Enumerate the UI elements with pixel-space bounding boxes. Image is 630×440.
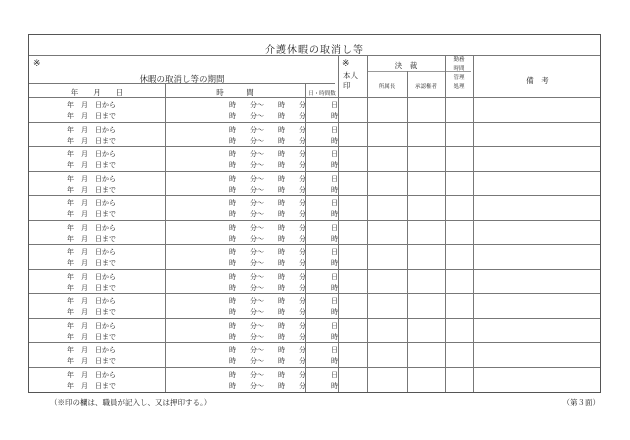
time-to-text: 時 分～ 時 分 xyxy=(229,185,306,194)
time-from-text: 時 分～ 時 分 xyxy=(229,248,306,256)
row-divider xyxy=(29,269,600,270)
row-divider xyxy=(29,367,600,368)
time-from-text: 時 分～ 時 分 xyxy=(229,297,306,305)
time-to-text: 時 分～ 時 分 xyxy=(229,357,306,365)
unit-day-text: 日 xyxy=(331,297,338,305)
seal-label: 本人 印 xyxy=(343,71,358,90)
approval-authorizer: 承認権者 xyxy=(414,84,437,90)
unit-day-text: 日 xyxy=(331,370,338,379)
time-to-text: 時 分～ 時 分 xyxy=(229,234,306,243)
seal-entry-mark: ※ xyxy=(342,59,350,69)
date-to-text: 年 月 日まで xyxy=(67,185,116,194)
unit-day-text: 日 xyxy=(331,101,338,109)
date-from-text: 年 月 日から xyxy=(67,346,116,354)
time-from-text: 時 分～ 時 分 xyxy=(229,370,306,379)
date-to-text: 年 月 日まで xyxy=(67,136,116,145)
period-header: 休暇の取消し等の期間 xyxy=(139,75,225,85)
time-from-text: 時 分～ 時 分 xyxy=(229,174,306,183)
date-from-text: 年 月 日から xyxy=(67,101,116,109)
unit-day-text: 日 xyxy=(331,248,338,256)
time-to-text: 時 分～ 時 分 xyxy=(229,283,306,292)
date-to-text: 年 月 日まで xyxy=(67,283,116,292)
unit-hour-text: 時 xyxy=(331,381,338,390)
period-seal-separator xyxy=(338,55,339,392)
unit-day-text: 日 xyxy=(331,174,338,183)
time-from-text: 時 分～ 時 分 xyxy=(229,125,306,134)
time-to-text: 時 分～ 時 分 xyxy=(229,136,306,145)
date-from-text: 年 月 日から xyxy=(67,370,116,379)
leave-cancellation-form xyxy=(28,34,601,393)
remarks-header: 備 考 xyxy=(526,76,549,85)
row-divider xyxy=(29,146,600,147)
unit-hour-text: 時 xyxy=(331,283,338,292)
date-from-text: 年 月 日から xyxy=(67,297,116,305)
time-to-text: 時 分～ 時 分 xyxy=(229,161,306,169)
header-bottom-divider xyxy=(29,97,600,98)
duty-remarks-separator xyxy=(473,55,474,392)
unit-hour-text: 時 xyxy=(331,357,338,365)
unit-hour-text: 時 xyxy=(331,136,338,145)
time-to-text: 時 分～ 時 分 xyxy=(229,259,306,267)
date-from-text: 年 月 日から xyxy=(67,125,116,134)
time-from-text: 時 分～ 時 分 xyxy=(229,150,306,158)
date-time-separator xyxy=(165,83,166,392)
time-column-header: 時 間 xyxy=(216,88,254,97)
date-from-text: 年 月 日から xyxy=(67,199,116,207)
unit-day-text: 日 xyxy=(331,125,338,134)
date-to-text: 年 月 日まで xyxy=(67,234,116,243)
time-to-text: 時 分～ 時 分 xyxy=(229,210,306,218)
row-divider xyxy=(29,318,600,319)
date-from-text: 年 月 日から xyxy=(67,321,116,330)
unit-column-header: 日・時間数 xyxy=(308,91,336,97)
duty-time-management-label: 勤務 時間 管理 処理 xyxy=(453,57,465,90)
time-from-text: 時 分～ 時 分 xyxy=(229,321,306,330)
unit-day-text: 日 xyxy=(331,272,338,281)
time-from-text: 時 分～ 時 分 xyxy=(229,223,306,232)
title-divider xyxy=(29,55,600,56)
unit-day-text: 日 xyxy=(331,150,338,158)
row-divider xyxy=(29,293,600,294)
date-to-text: 年 月 日まで xyxy=(67,357,116,365)
time-from-text: 時 分～ 時 分 xyxy=(229,101,306,109)
row-divider xyxy=(29,122,600,123)
unit-hour-text: 時 xyxy=(331,112,338,120)
unit-day-text: 日 xyxy=(331,321,338,330)
time-to-text: 時 分～ 時 分 xyxy=(229,332,306,341)
page-number: （第３面） xyxy=(562,398,600,407)
date-column-header: 年 月 日 xyxy=(70,88,124,97)
unit-hour-text: 時 xyxy=(331,234,338,243)
approval-header: 決 裁 xyxy=(394,61,418,70)
unit-hour-text: 時 xyxy=(331,185,338,194)
form-title: 介護休暇の取消し等 xyxy=(265,45,364,56)
row-divider xyxy=(29,220,600,221)
approval-section-chief: 所属長 xyxy=(378,84,396,90)
date-from-text: 年 月 日から xyxy=(67,272,116,281)
seal-approval-separator xyxy=(367,55,368,392)
date-from-text: 年 月 日から xyxy=(67,150,116,158)
row-divider xyxy=(29,171,600,172)
approval-header-divider xyxy=(367,71,471,72)
date-to-text: 年 月 日まで xyxy=(67,112,116,120)
date-from-text: 年 月 日から xyxy=(67,248,116,256)
date-to-text: 年 月 日まで xyxy=(67,332,116,341)
time-to-text: 時 分～ 時 分 xyxy=(229,112,306,120)
time-from-text: 時 分～ 時 分 xyxy=(229,272,306,281)
period-header-divider xyxy=(29,83,335,84)
date-to-text: 年 月 日まで xyxy=(67,259,116,267)
unit-hour-text: 時 xyxy=(331,259,338,267)
footer-note: （※印の欄は、職員が記入し、又は押印する。） xyxy=(50,398,212,407)
time-to-text: 時 分～ 時 分 xyxy=(229,308,306,316)
employee-entry-mark: ※ xyxy=(33,59,41,69)
unit-day-text: 日 xyxy=(331,346,338,354)
date-to-text: 年 月 日まで xyxy=(67,161,116,169)
time-from-text: 時 分～ 時 分 xyxy=(229,346,306,354)
unit-day-text: 日 xyxy=(331,199,338,207)
date-from-text: 年 月 日から xyxy=(67,174,116,183)
row-divider xyxy=(29,244,600,245)
row-divider xyxy=(29,342,600,343)
approval-inner-separator xyxy=(407,71,408,392)
date-from-text: 年 月 日から xyxy=(67,223,116,232)
unit-hour-text: 時 xyxy=(331,210,338,218)
time-to-text: 時 分～ 時 分 xyxy=(229,381,306,390)
time-from-text: 時 分～ 時 分 xyxy=(229,199,306,207)
unit-hour-text: 時 xyxy=(331,161,338,169)
approval-duty-separator xyxy=(445,55,446,392)
date-to-text: 年 月 日まで xyxy=(67,381,116,390)
unit-hour-text: 時 xyxy=(331,332,338,341)
unit-day-text: 日 xyxy=(331,223,338,232)
date-to-text: 年 月 日まで xyxy=(67,210,116,218)
unit-hour-text: 時 xyxy=(331,308,338,316)
row-divider xyxy=(29,195,600,196)
date-to-text: 年 月 日まで xyxy=(67,308,116,316)
time-unit-separator xyxy=(305,83,306,392)
